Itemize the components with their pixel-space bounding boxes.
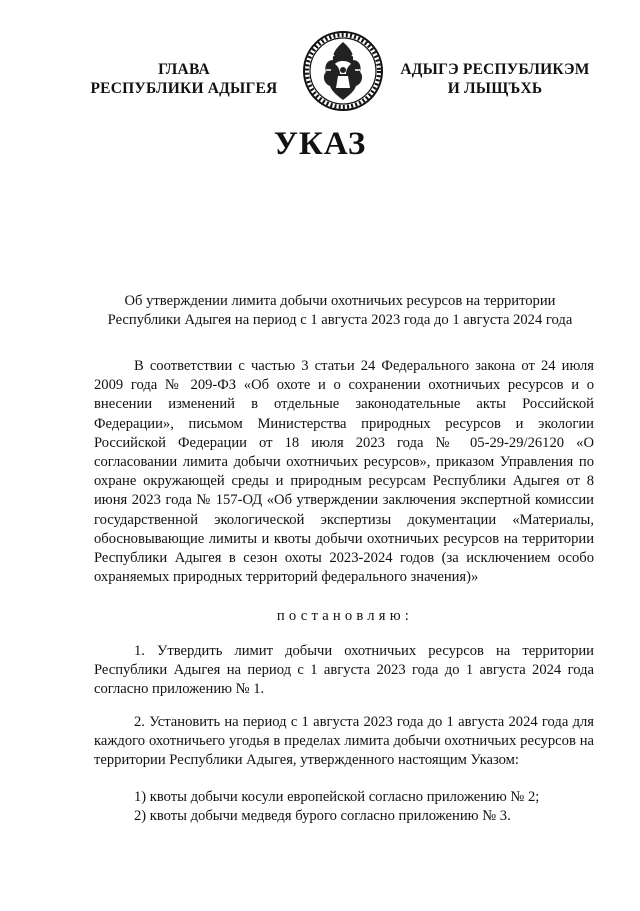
- subpoint-1: 1) квоты добычи косули европейской согласно приложению № 2;: [134, 789, 540, 805]
- header-right-line1: АДЫГЭ РЕСПУБЛИКЭМ: [400, 61, 590, 78]
- adygea-coat-of-arms-icon: [302, 30, 384, 112]
- subpoint-2: 2) квоты добычи медведя бурого согласно приложению № 3.: [134, 808, 511, 824]
- header-left: [84, 60, 284, 98]
- preamble-paragraph: В соответствии с частью 3 статьи 24 Федерального закона от 24 июля 2009 года № 209-ФЗ «Об охоте и о сохранении охотничьих ресурсов и о внесении изменений в отдельные законодательные акты Российской Федерации», письмом Министерства природных ресурсов и экологии Российской Федерации от 18 июля 2023 года № 05-29-29/26120 «О согласовании лимита добычи охотничьих ресурсов», приказом Управления по охране окружающей среды и природным ресурсам Республики Адыгея от 8 июня 2023 года № 157-ОД «Об утверждении заключения экспертной комиссии государственной экологической экспертизы документации «Материалы, обосновывающие лимиты и квоты добычи охотничьих ресурсов на территории Республики Адыгея в сезон охоты 2023-2024 годов (за исключением особо охраняемых природных территорий федерального значения)»: [94, 358, 594, 586]
- subject-line1: Об утверждении лимита добычи охотничьих ресурсов на территории: [124, 293, 556, 309]
- point-2: 2. Установить на период с 1 августа 2023 года до 1 августа 2024 года для каждого охотничьего угодья в пределах лимита добычи охотничьих ресурсов на территории Республики Адыгея, утвержденного настоящим Указом:: [94, 714, 594, 769]
- document-title: УКАЗ: [273, 126, 367, 162]
- decree-word: постановляю:: [276, 608, 414, 624]
- header-left-line1: ГЛАВА: [158, 61, 210, 78]
- document-subject: [90, 292, 590, 330]
- point-1: 1. Утвердить лимит добычи охотничьих ресурсов на территории Республики Адыгея на период с 1 августа 2023 года до 1 августа 2024 года согласно приложению № 1.: [94, 643, 594, 698]
- header-right-line2: И ЛЫЩЪХЬ: [447, 80, 543, 97]
- header-right: [390, 60, 600, 98]
- subject-line2: Республики Адыгея на период с 1 августа 2023 года до 1 августа 2024 года: [107, 312, 573, 328]
- header-left-line2: РЕСПУБЛИКИ АДЫГЕЯ: [90, 80, 278, 97]
